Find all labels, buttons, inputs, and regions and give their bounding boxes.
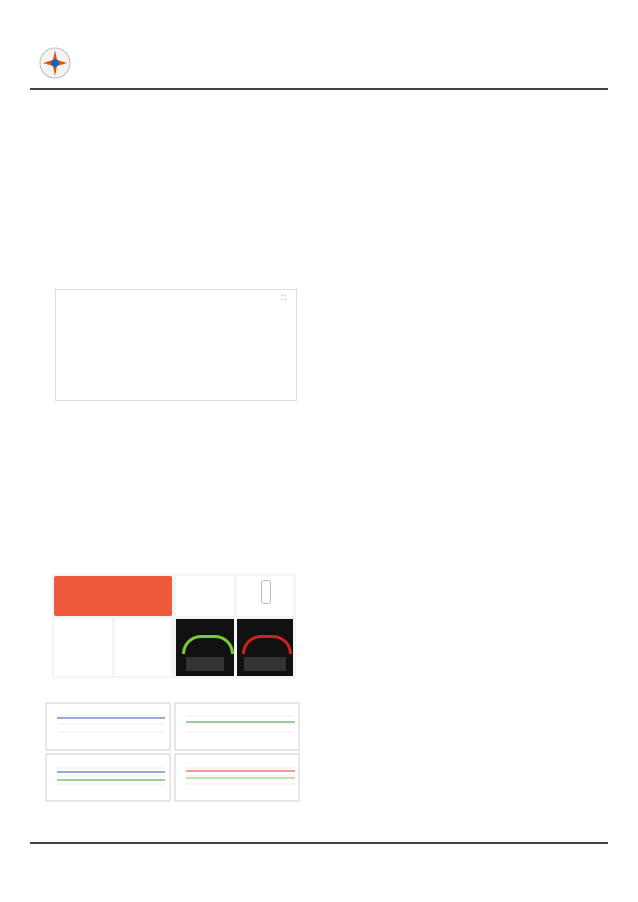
page-header [0,0,638,90]
flowmills-value [244,657,286,671]
fig11-chart [56,290,296,400]
figure-13 [45,702,301,802]
irjet-logo [35,45,75,87]
fig11-expand-icon: ⛶ [281,294,286,302]
gauge-icon [261,580,271,604]
right-column [331,106,601,130]
gauge-widget [237,576,293,616]
fig13-panels [45,702,301,802]
flowmills-gauge-arc [242,635,292,654]
left-column [38,106,310,118]
flowmills-widget [237,619,293,676]
blank-widget-3 [115,619,171,676]
flowrate-gauge-arc [182,635,234,654]
fig13-panel-1 [46,703,170,750]
flowrate-widget [176,619,234,676]
figure-12 [52,574,296,678]
left-column-2 [38,427,310,437]
blank-widget-2 [54,619,112,676]
temperature-widget [54,576,172,616]
header-rule [30,88,608,90]
footer-rule [30,842,608,844]
fig13-panel-4 [175,754,299,801]
fig13-panel-3 [46,754,170,801]
flowrate-value [186,657,224,671]
blank-widget [176,576,234,616]
figure-11 [55,289,297,401]
fig13-panel-2 [175,703,299,750]
